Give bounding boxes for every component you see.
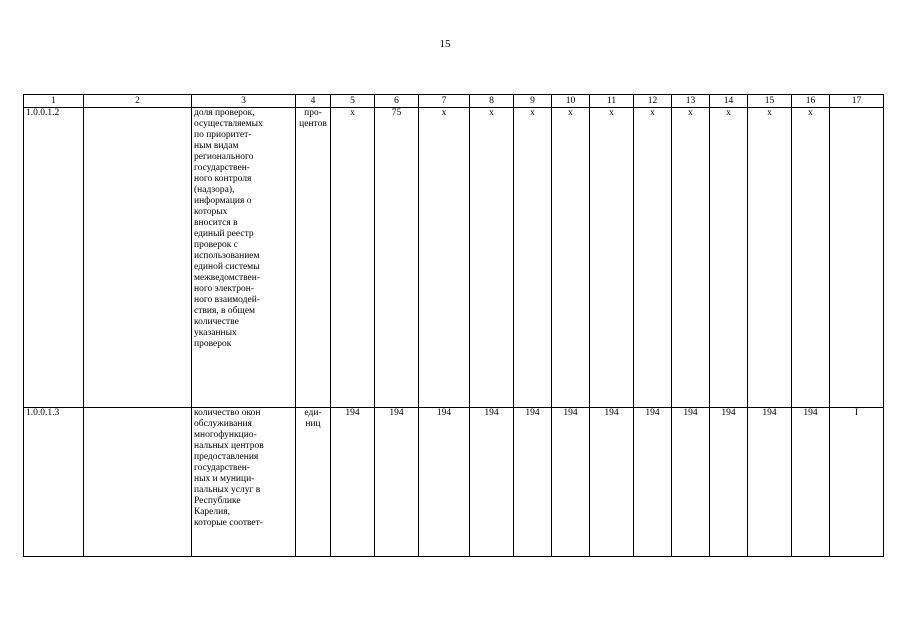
value-cell: x: [672, 108, 710, 408]
description-line: государствен-: [194, 463, 250, 473]
description-line: которых: [194, 207, 228, 217]
description-line: единой системы: [194, 262, 260, 272]
indicator-col2: [84, 408, 192, 557]
header-cell: 13: [672, 95, 710, 108]
header-cell: 6: [375, 95, 419, 108]
header-cell: 10: [552, 95, 590, 108]
description-line: пальных услуг в: [194, 485, 261, 495]
header-cell: 1: [24, 95, 84, 108]
description-line: проверок с: [194, 240, 238, 250]
header-cell: 5: [331, 95, 375, 108]
description-line: предоставления: [194, 452, 259, 462]
indicator-col2: [84, 108, 192, 408]
description-line: обслуживания: [194, 419, 252, 429]
header-cell: 11: [590, 95, 634, 108]
unit-line: ниц: [305, 419, 321, 429]
indicator-description: [192, 108, 296, 408]
header-cell: 2: [84, 95, 192, 108]
description-line: вносится в: [194, 218, 238, 228]
indicator-table: [23, 94, 884, 557]
header-cell: 17: [830, 95, 884, 108]
header-cell: 8: [470, 95, 514, 108]
description-line: осуществляемых: [194, 119, 263, 129]
value-cell: 194: [710, 408, 748, 557]
header-cell: 9: [514, 95, 552, 108]
value-cell: x: [514, 108, 552, 408]
table-row: [24, 108, 884, 408]
description-line: количество окон: [194, 408, 261, 418]
value-cell: 194: [375, 408, 419, 557]
value-cell: 194: [419, 408, 470, 557]
unit-line: про-: [304, 108, 322, 118]
value-cell: 194: [590, 408, 634, 557]
description-line: количестве: [194, 317, 239, 327]
value-cell: 194: [672, 408, 710, 557]
header-cell: 14: [710, 95, 748, 108]
value-cell: 194: [552, 408, 590, 557]
value-cell: x: [331, 108, 375, 408]
description-line: ным видам: [194, 141, 239, 151]
description-line: проверок: [194, 339, 232, 349]
description-line: ного взаимодей-: [194, 295, 260, 305]
header-cell: 15: [748, 95, 792, 108]
value-cell: 194: [470, 408, 514, 557]
value-cell: 194: [792, 408, 830, 557]
value-cell: x: [470, 108, 514, 408]
indicator-unit: [296, 408, 331, 557]
description-line: ного электрон-: [194, 284, 254, 294]
description-line: ствия, в общем: [194, 306, 256, 316]
indicator-code: 1.0.0.1.2: [24, 108, 84, 408]
page-number: 15: [439, 38, 451, 50]
description-line: межведомствен-: [194, 273, 260, 283]
description-line: регионального: [194, 152, 254, 162]
description-line: которые соответ-: [194, 518, 263, 528]
value-cell: [830, 108, 884, 408]
value-cell: x: [792, 108, 830, 408]
value-cell: x: [748, 108, 792, 408]
value-cell: 194: [748, 408, 792, 557]
value-cell: x: [419, 108, 470, 408]
indicator-description: [192, 408, 296, 557]
description-line: многофункцио-: [194, 430, 257, 440]
description-line: государствен-: [194, 163, 250, 173]
description-line: Карелия,: [194, 507, 230, 517]
value-cell: x: [552, 108, 590, 408]
unit-line: еди-: [304, 408, 322, 418]
table-row: [24, 408, 884, 557]
value-cell: x: [634, 108, 672, 408]
header-cell: 12: [634, 95, 672, 108]
description-line: указанных: [194, 328, 237, 338]
value-cell: 75: [375, 108, 419, 408]
description-line: нальных центров: [194, 441, 264, 451]
header-cell: 16: [792, 95, 830, 108]
indicator-code: 1.0.0.1.3: [24, 408, 84, 557]
description-line: (надзора),: [194, 185, 235, 195]
description-line: информация о: [194, 196, 252, 206]
unit-line: центов: [299, 119, 327, 129]
value-cell: I: [830, 408, 884, 557]
header-cell: 7: [419, 95, 470, 108]
indicator-unit: [296, 108, 331, 408]
description-line: Республике: [194, 496, 241, 506]
value-cell: 194: [514, 408, 552, 557]
header-row: [24, 95, 884, 108]
header-cell: 3: [192, 95, 296, 108]
description-line: доля проверок,: [194, 108, 255, 118]
description-line: единый реестр: [194, 229, 254, 239]
value-cell: x: [590, 108, 634, 408]
value-cell: x: [710, 108, 748, 408]
header-cell: 4: [296, 95, 331, 108]
description-line: по приоритет-: [194, 130, 252, 140]
value-cell: 194: [331, 408, 375, 557]
description-line: ных и муници-: [194, 474, 255, 484]
description-line: использованием: [194, 251, 260, 261]
description-line: ного контроля: [194, 174, 252, 184]
value-cell: 194: [634, 408, 672, 557]
